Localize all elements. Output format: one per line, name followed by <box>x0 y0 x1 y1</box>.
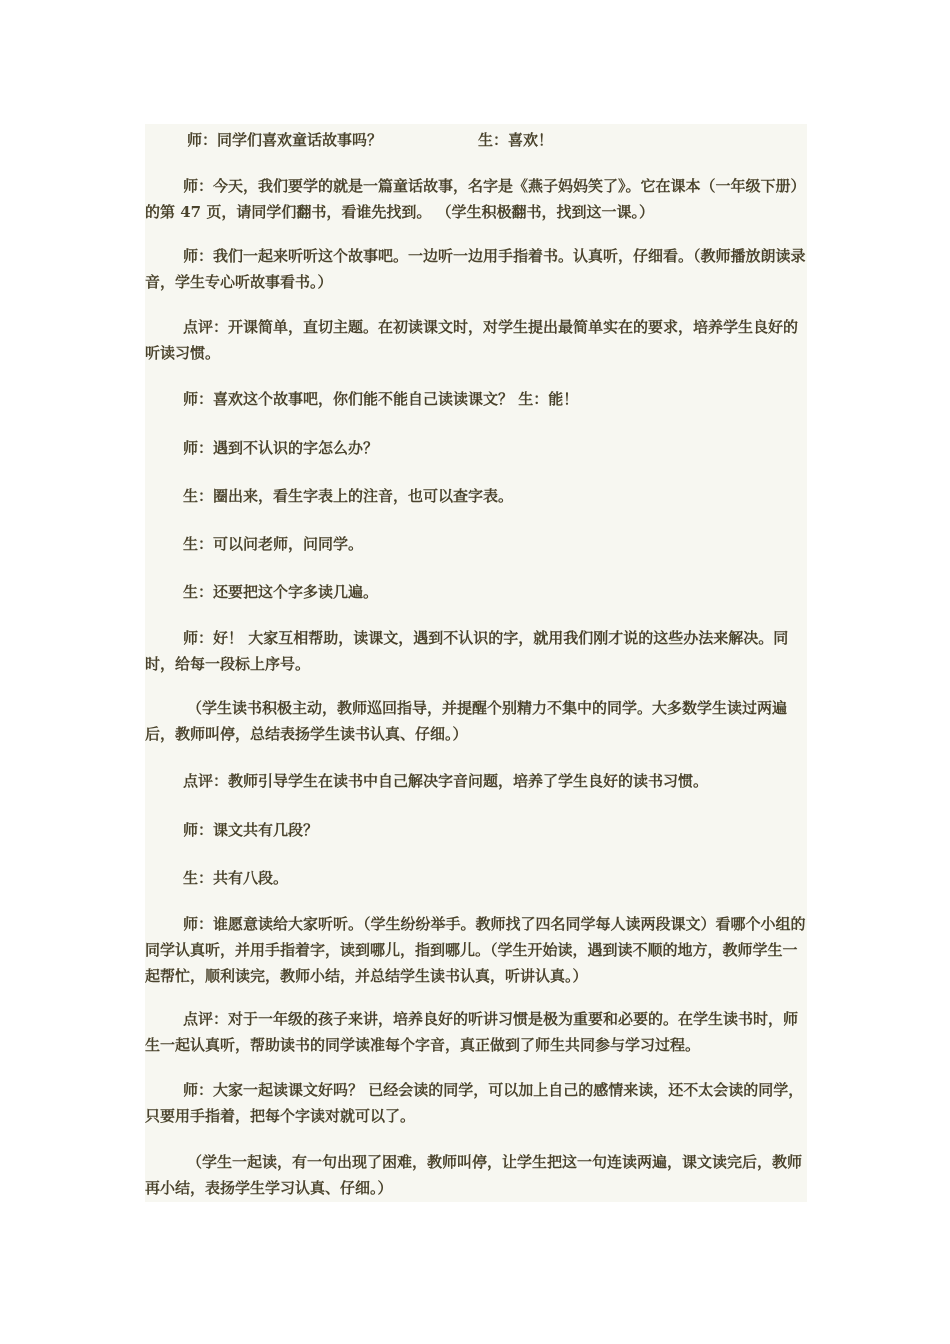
paragraph-14: 生：共有八段。 <box>183 869 289 887</box>
paragraph-12: 点评：教师引导学生在读书中自己解决字音问题，培养了学生良好的读书习惯。 <box>183 772 709 790</box>
document-page <box>145 124 807 1202</box>
paragraph-16: 点评：对于一年级的孩子来讲，培养良好的听讲习惯是极为重要和必要的。在学生读书时，师生一起认真听，帮助读书的同学读准每个字音，真正做到了师生共同参与学习过程。 <box>145 1010 799 1054</box>
paragraph-18: （学生一起读，有一句出现了困难，教师叫停，让学生把这一句连读两遍，课文读完后，教师再小结，表扬学生学习认真、仔细。） <box>145 1153 803 1197</box>
paragraph-17: 师：大家一起读课文好吗？ 已经会读的同学，可以加上自己的感情来读，还不太会读的同学，只要用手指着，把每个字读对就可以了。 <box>145 1081 804 1125</box>
paragraph-8: 生：可以问老师，问同学。 <box>183 535 364 553</box>
paragraph-15: 师：谁愿意读给大家听听。（学生纷纷举手。教师找了四名同学每人读两段课文）看哪个小组的同学认真听，并用手指着字，读到哪儿，指到哪儿。（学生开始读，遇到读不顺的地方，教师学生一起帮忙，顺利读完，教师小结，并总结学生读书认真，听讲认真。） <box>145 915 806 985</box>
paragraph-7: 生：圈出来，看生字表上的注音，也可以查字表。 <box>183 487 514 505</box>
paragraph-2: 师：今天，我们要学的就是一篇童话故事，名字是《燕子妈妈笑了》。它在课本（一年级下册）的第 47 页，请同学们翻书，看谁先找到。 （学生积极翻书，找到这一课。） <box>145 177 806 221</box>
paragraph-11: （学生读书积极主动，教师巡回指导，并提醒个别精力不集中的同学。大多数学生读过两遍后，教师叫停，总结表扬学生读书认真、仔细。） <box>145 699 788 743</box>
paragraph-3: 师：我们一起来听听这个故事吧。一边听一边用手指着书。认真听，仔细看。（教师播放朗读录音，学生专心听故事看书。） <box>145 247 806 291</box>
paragraph-9: 生：还要把这个字多读几遍。 <box>183 583 379 601</box>
paragraph-5: 师：喜欢这个故事吧，你们能不能自己读读课文？ 生：能！ <box>183 390 579 408</box>
student-line: 生：喜欢！ <box>478 131 554 149</box>
teacher-line: 师：同学们喜欢童话故事吗？ <box>187 131 383 149</box>
paragraph-4: 点评：开课简单，直切主题。在初读课文时，对学生提出最简单实在的要求，培养学生良好的听读习惯。 <box>145 318 799 362</box>
paragraph-6: 师：遇到不认识的字怎么办？ <box>183 439 379 457</box>
paragraph-1 <box>145 127 807 153</box>
paragraph-13: 师：课文共有几段？ <box>183 821 319 839</box>
paragraph-10: 师：好！ 大家互相帮助，读课文，遇到不认识的字，就用我们刚才说的这些办法来解决。同时，给每一段标上序号。 <box>145 629 789 673</box>
